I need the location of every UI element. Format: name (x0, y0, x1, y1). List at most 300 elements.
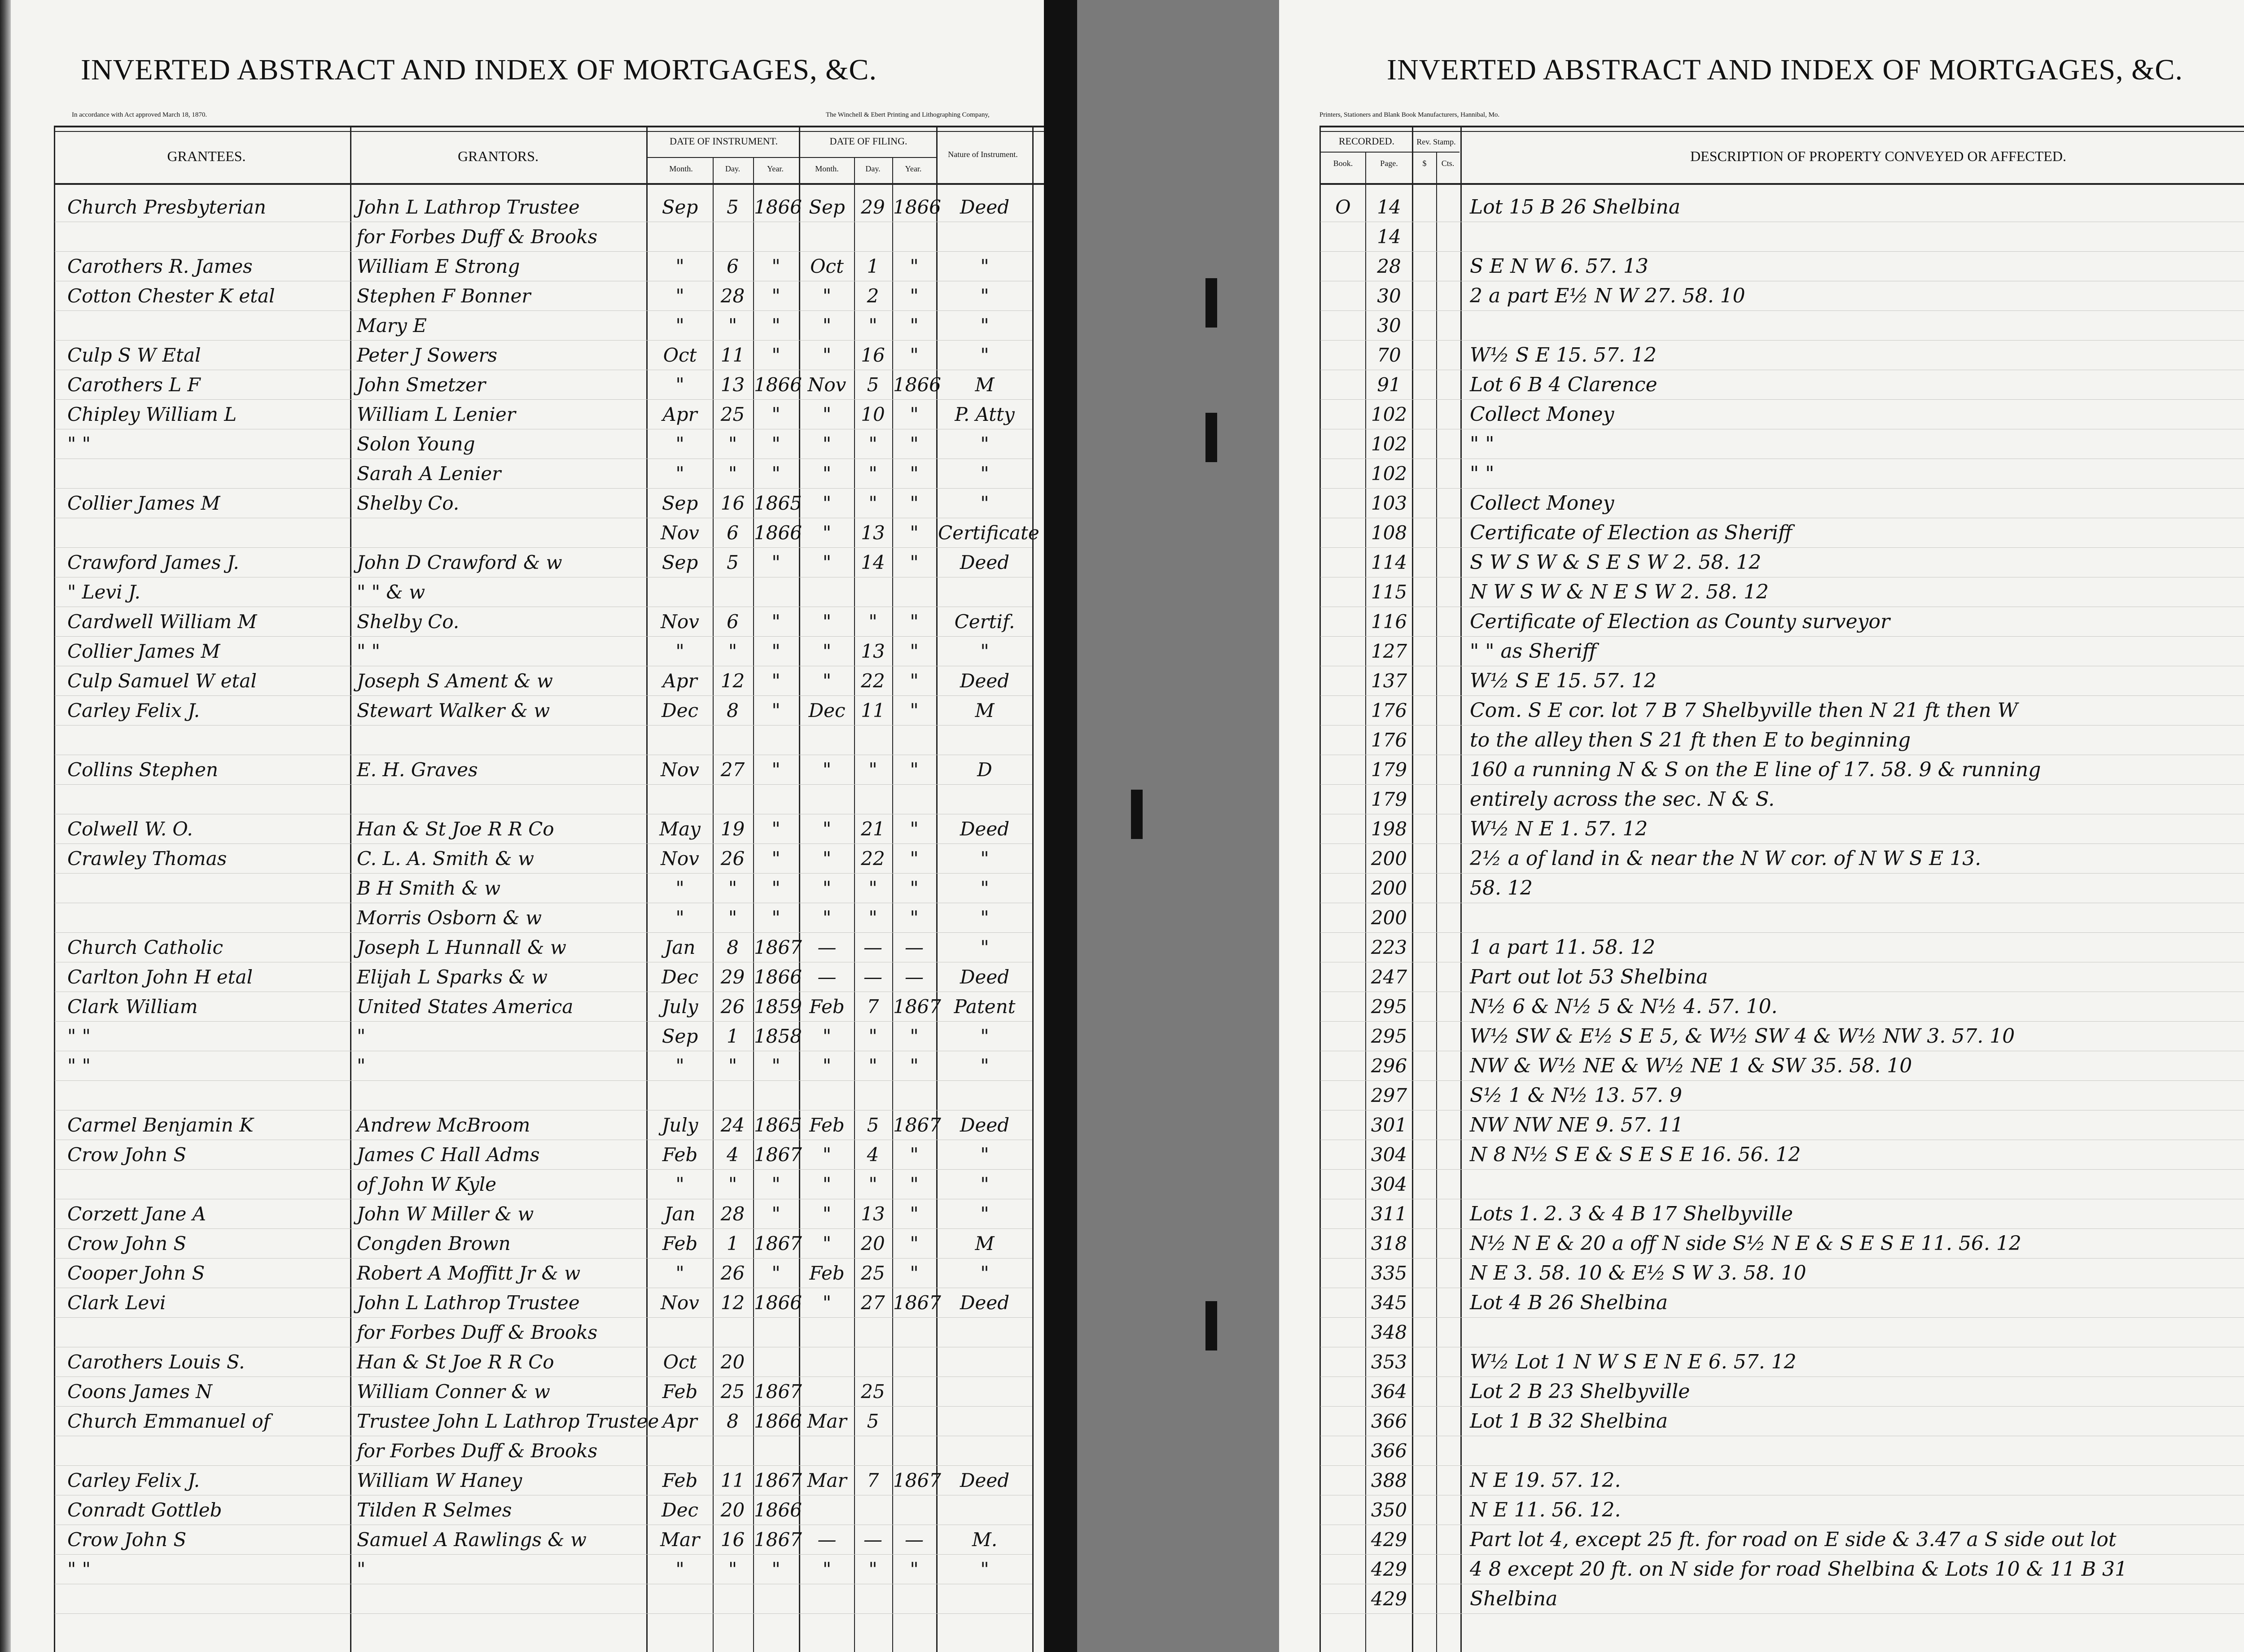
row-rule (1320, 1228, 2244, 1229)
description-cell: Lots 1. 2. 3 & 4 B 17 Shelbyville (1470, 1202, 1793, 1225)
book-cell (1322, 1200, 1364, 1228)
book-cell (1322, 667, 1364, 695)
instrument-month-cell: Feb (662, 1469, 698, 1491)
book-cell (1322, 785, 1364, 814)
nature-cell (938, 1496, 1031, 1525)
nature-cell: " (980, 640, 989, 662)
filing-month-cell: " (822, 1144, 832, 1166)
filing-month-cell (801, 1585, 853, 1613)
filing-year-cell (893, 785, 935, 814)
instrument-year-cell: " (771, 699, 780, 721)
description-cell: entirely across the sec. N & S. (1470, 788, 1775, 811)
row-rule (55, 1317, 1032, 1318)
filing-month-cell: — (817, 1529, 837, 1551)
filing-year-cell: " (910, 759, 919, 781)
filing-day-cell: " (868, 877, 877, 899)
nature-cell: " (980, 1558, 989, 1580)
instrument-month-cell: Nov (661, 1292, 699, 1314)
instrument-month-cell: " (675, 285, 684, 307)
instrument-year-cell: " (771, 403, 780, 425)
instrument-year-cell: " (771, 848, 780, 870)
filing-day-cell: 5 (867, 1410, 879, 1432)
filing-day-cell: 2 (867, 285, 879, 307)
book-cell (1322, 844, 1364, 873)
instrument-month-cell: Jan (664, 936, 696, 958)
instrument-month-header: Month. (669, 164, 693, 173)
page-header: Page. (1380, 159, 1398, 168)
nature-cell: D (977, 759, 992, 781)
filing-month-cell: " (822, 522, 832, 544)
filing-month-cell: " (822, 463, 832, 485)
book-cell (1322, 756, 1364, 784)
page-cell: 102 (1371, 463, 1407, 485)
grantee-cell: Carley Felix J. (67, 1469, 200, 1491)
grantee-cell: Cardwell William M (67, 611, 257, 633)
row-rule (1320, 932, 2244, 933)
nature-cell: " (980, 1144, 989, 1166)
page-cell: 364 (1371, 1381, 1407, 1403)
row-rule (55, 784, 1032, 785)
row-rule (55, 340, 1032, 341)
grantor-cell: Stewart Walker & w (357, 699, 550, 721)
nature-cell: " (980, 877, 989, 899)
instrument-year-cell (754, 1437, 798, 1465)
page-cell: 301 (1371, 1114, 1407, 1136)
filing-month-header: Month. (815, 164, 839, 173)
row-rule (1320, 1169, 2244, 1170)
filing-month-cell: Nov (807, 374, 846, 396)
row-rule (1320, 784, 2244, 785)
instrument-day-cell: " (728, 463, 737, 485)
page-cell: 103 (1371, 492, 1407, 514)
filing-month-cell: " (822, 551, 832, 573)
grantor-cell: Mary E (357, 315, 427, 337)
grantee-cell: Corzett Jane A (67, 1203, 206, 1225)
instrument-day-cell (714, 726, 752, 755)
grantor-cell: Solon Young (357, 433, 475, 455)
grantee-cell (67, 1585, 346, 1613)
grantee-cell: Crow John S (67, 1144, 187, 1166)
instrument-month-cell: Feb (662, 1144, 698, 1166)
filing-year-cell (893, 1437, 935, 1465)
book-cell (1322, 1259, 1364, 1288)
grantee-cell (67, 874, 346, 903)
grantee-cell (67, 1437, 346, 1465)
book-cell (1322, 1229, 1364, 1258)
instrument-month-cell (649, 578, 711, 607)
instrument-day-cell: 16 (720, 1529, 745, 1551)
filing-day-cell: 1 (867, 255, 879, 277)
row-rule (1320, 1613, 2244, 1614)
grantee-cell: Coons James N (67, 1381, 212, 1403)
grantor-cell: Shelby Co. (357, 611, 460, 633)
instrument-month-cell: " (675, 1262, 684, 1284)
filing-year-cell (893, 1407, 935, 1436)
instrument-day-cell: 25 (720, 403, 745, 425)
row-rule (1320, 1258, 2244, 1259)
left-ledger-page (0, 0, 1077, 1652)
instrument-year-cell: " (771, 551, 780, 573)
filing-day-cell (855, 785, 891, 814)
filing-day-cell: " (868, 1558, 877, 1580)
page-cell: 108 (1371, 522, 1407, 544)
row-rule (55, 310, 1032, 311)
description-cell (1470, 1437, 2244, 1465)
grantee-cell: Carothers R. James (67, 255, 253, 277)
filing-year-cell: " (910, 403, 919, 425)
description-cell: 1 a part 11. 58. 12 (1470, 936, 1656, 959)
grantee-cell: Collier James M (67, 640, 220, 662)
row-rule (1320, 636, 2244, 637)
filing-year-cell: " (910, 315, 919, 337)
grantee-cell: Cooper John S (67, 1262, 205, 1284)
page-cell: 137 (1371, 670, 1407, 692)
instrument-day-cell: 26 (720, 1262, 745, 1284)
grantor-cell (357, 726, 644, 755)
nature-cell: " (980, 1203, 989, 1225)
filing-day-cell: 20 (861, 1232, 885, 1254)
instrument-day-cell: 8 (727, 936, 739, 958)
page-cell: 200 (1371, 848, 1407, 870)
instrument-year-cell (754, 726, 798, 755)
filing-year-cell: " (910, 848, 919, 870)
filing-month-cell: " (822, 285, 832, 307)
filing-month-cell: " (822, 877, 832, 899)
filing-day-cell: " (868, 1025, 877, 1047)
instrument-month-cell: " (675, 463, 684, 485)
page-cell: 176 (1371, 729, 1407, 751)
description-cell: W½ S E 15. 57. 12 (1470, 669, 1657, 692)
nature-cell (938, 578, 1031, 607)
recorded-header: RECORDED. (1338, 135, 1395, 147)
grantee-cell: Conradt Gottleb (67, 1499, 222, 1521)
row-rule (55, 1613, 1032, 1614)
instrument-day-cell: " (728, 640, 737, 662)
page-cell: 304 (1371, 1144, 1407, 1166)
description-cell: Com. S E cor. lot 7 B 7 Shelbyville then N 21 ft then W (1470, 699, 2018, 722)
book-cell (1322, 933, 1364, 962)
page-cell: 348 (1371, 1321, 1407, 1343)
instrument-month-cell (649, 1437, 711, 1465)
instrument-year-cell (754, 785, 798, 814)
filing-day-cell: " (868, 463, 877, 485)
filing-day-cell: 16 (861, 344, 885, 366)
grantee-cell: Carothers Louis S. (67, 1351, 245, 1373)
grantee-cell: " Levi J. (67, 581, 140, 603)
description-cell: N W S W & N E S W 2. 58. 12 (1470, 581, 1769, 603)
description-cell: 2½ a of land in & near the N W cor. of N W S E 13. (1470, 847, 1981, 870)
page-cell: 102 (1371, 433, 1407, 455)
nature-cell: Deed (960, 670, 1010, 692)
grantee-cell (67, 785, 346, 814)
filing-day-cell (855, 1318, 891, 1347)
right-page-title: INVERTED ABSTRACT AND INDEX OF MORTGAGES, &C. (1387, 53, 2183, 86)
instrument-day-cell: 12 (720, 670, 745, 692)
filing-day-cell (855, 578, 891, 607)
description-cell: N 8 N½ S E & S E S E 16. 56. 12 (1470, 1143, 1801, 1166)
filing-day-cell: " (868, 433, 877, 455)
grantor-cell: William E Strong (357, 255, 520, 277)
row-rule (1320, 695, 2244, 696)
header-rule-bottom (54, 183, 1077, 185)
grantee-cell: Church Presbyterian (67, 196, 266, 218)
nature-cell (938, 726, 1031, 755)
filing-year-cell (893, 1496, 935, 1525)
row-rule (55, 1406, 1032, 1407)
description-cell: 4 8 except 20 ft. on N side for road Shelbina & Lots 10 & 11 B 31 (1470, 1558, 2127, 1581)
filing-month-cell: Oct (810, 255, 844, 277)
filing-month-cell: " (822, 640, 832, 662)
book-cell (1322, 400, 1364, 429)
description-cell: Collect Money (1470, 403, 1614, 426)
instrument-year-cell: 1867 (754, 1469, 802, 1491)
filing-year-cell: — (905, 966, 924, 988)
date-of-filing-header: DATE OF FILING. (829, 135, 907, 147)
grantor-cell (357, 1081, 644, 1110)
page-cell: 28 (1377, 255, 1401, 277)
filing-year-cell (893, 578, 935, 607)
grantor-cell: B H Smith & w (357, 877, 501, 899)
grantor-cell: Sarah A Lenier (357, 463, 501, 485)
description-cell (1470, 1318, 2244, 1347)
filing-day-cell: 25 (861, 1381, 885, 1403)
description-cell: Lot 4 B 26 Shelbina (1470, 1291, 1668, 1314)
right-page-printer-note: Printers, Stationers and Blank Book Manufacturers, Hannibal, Mo. (1319, 111, 1500, 118)
filing-year-cell: 1866 (893, 196, 941, 218)
page-cell: 127 (1371, 640, 1407, 662)
instrument-year-cell: " (771, 344, 780, 366)
instrument-year-cell: 1859 (754, 996, 802, 1018)
page-cell: 200 (1371, 907, 1407, 929)
filing-year-cell: " (910, 670, 919, 692)
grantor-cell: John D Crawford & w (357, 551, 562, 573)
instrument-year-cell (754, 1585, 798, 1613)
filing-month-cell: Mar (807, 1469, 847, 1491)
instrument-year-cell: 1867 (754, 1232, 802, 1254)
page-cell: 176 (1371, 699, 1407, 721)
instrument-day-cell: 20 (720, 1351, 745, 1373)
grantee-cell: Crow John S (67, 1232, 187, 1254)
description-cell: " " (1470, 462, 1495, 485)
filing-year-cell: " (910, 1144, 919, 1166)
page-cell: 223 (1371, 936, 1407, 958)
instrument-day-cell (714, 1318, 752, 1347)
instrument-month-cell: " (675, 1055, 684, 1077)
book-cell (1322, 1407, 1364, 1436)
filing-year-cell (893, 1585, 935, 1613)
description-cell: to the alley then S 21 ft then E to beginning (1470, 729, 1911, 752)
grantee-cell (67, 904, 346, 932)
grantor-cell: " " & w (357, 581, 425, 603)
instrument-day-cell: 25 (720, 1381, 745, 1403)
instrument-year-cell: 1866 (754, 1292, 802, 1314)
page-cell: 115 (1371, 581, 1407, 603)
grantor-cell (357, 785, 644, 814)
description-cell: " " as Sheriff (1470, 640, 1597, 663)
row-rule (55, 488, 1032, 489)
filing-month-cell: " (822, 433, 832, 455)
row-rule (55, 843, 1032, 844)
filing-month-cell (801, 1318, 853, 1347)
instrument-year-cell: 1867 (754, 1144, 802, 1166)
page-cell: 366 (1371, 1410, 1407, 1432)
filing-year-cell (893, 223, 935, 251)
instrument-year-cell: " (771, 315, 780, 337)
filing-day-cell: " (868, 1055, 877, 1077)
instrument-day-cell: 4 (727, 1144, 739, 1166)
grantee-cell: Carothers L F (67, 374, 201, 396)
instrument-year-cell: 1858 (754, 1025, 802, 1047)
instrument-month-cell: Sep (662, 492, 698, 514)
filing-month-cell: " (822, 403, 832, 425)
book-cell (1322, 1496, 1364, 1525)
row-rule (1320, 251, 2244, 252)
binder-hole (1205, 1301, 1217, 1350)
grantee-cell: Crawley Thomas (67, 848, 227, 870)
nature-cell: M (975, 374, 995, 396)
instrument-month-cell: Nov (661, 522, 699, 544)
grantee-cell: " " (67, 433, 91, 455)
book-cell (1322, 1585, 1364, 1613)
grantor-cell: Han & St Joe R R Co (357, 1351, 554, 1373)
description-cell: Lot 6 B 4 Clarence (1470, 373, 1657, 396)
instrument-month-cell: Apr (662, 403, 697, 425)
cents-header: Cts. (1441, 159, 1455, 168)
grantee-cell (67, 223, 346, 251)
instrument-month-cell: " (675, 877, 684, 899)
description-cell: W½ Lot 1 N W S E N E 6. 57. 12 (1470, 1350, 1797, 1373)
filing-year-cell: " (910, 285, 919, 307)
grantee-cell (67, 311, 346, 340)
row-rule (55, 1228, 1032, 1229)
filing-year-cell: " (910, 522, 919, 544)
page-cell: 91 (1377, 374, 1401, 396)
filing-day-cell: 21 (861, 818, 885, 840)
page-cell: 200 (1371, 877, 1407, 899)
filing-day-cell: 11 (861, 699, 885, 721)
book-cell (1322, 371, 1364, 399)
nature-cell: " (980, 848, 989, 870)
instrument-year-cell: " (771, 463, 780, 485)
nature-cell: M. (972, 1529, 998, 1551)
instrument-month-cell: Sep (662, 196, 698, 218)
grantee-cell (67, 459, 346, 488)
page-cell: 350 (1371, 1499, 1407, 1521)
instrument-year-cell: " (771, 877, 780, 899)
binder-hole (1205, 278, 1217, 328)
instrument-month-cell: " (675, 1173, 684, 1195)
instrument-day-cell: 28 (720, 1203, 745, 1225)
instrument-day-cell: " (728, 1558, 737, 1580)
book-cell: O (1335, 196, 1351, 218)
filing-day-cell: " (868, 759, 877, 781)
filing-day-cell: " (868, 611, 877, 633)
instrument-day-cell (714, 1081, 752, 1110)
row-rule (1320, 1021, 2244, 1022)
description-cell: S W S W & S E S W 2. 58. 12 (1470, 551, 1762, 574)
grantee-cell (67, 519, 346, 547)
row-rule (1320, 310, 2244, 311)
row-rule (1320, 547, 2244, 548)
page-cell: 14 (1377, 226, 1401, 248)
instrument-month-cell: Nov (661, 848, 699, 870)
grantor-cell: for Forbes Duff & Brooks (357, 1321, 598, 1343)
nature-cell: Deed (960, 1114, 1010, 1136)
filing-day-cell: " (868, 1173, 877, 1195)
grantee-cell: Cotton Chester K etal (67, 285, 275, 307)
filing-day-cell: " (868, 907, 877, 929)
filing-year-cell: " (910, 699, 919, 721)
book-cell (1322, 1141, 1364, 1169)
nature-cell: " (980, 1025, 989, 1047)
instrument-day-cell: 26 (720, 996, 745, 1018)
row-rule (1320, 1554, 2244, 1555)
nature-cell: Deed (960, 818, 1010, 840)
filing-day-cell: 4 (867, 1144, 879, 1166)
book-cell (1322, 1348, 1364, 1377)
filing-month-cell (801, 223, 853, 251)
grantee-cell: Clark William (67, 996, 198, 1018)
page-cell: 366 (1371, 1440, 1407, 1462)
row-rule (1320, 1080, 2244, 1081)
grantees-header: GRANTEES. (167, 148, 246, 164)
filing-day-cell: — (863, 966, 882, 988)
description-cell: 2 a part E½ N W 27. 58. 10 (1470, 284, 1745, 307)
instrument-month-cell: Oct (663, 344, 697, 366)
instrument-year-cell: 1866 (754, 966, 802, 988)
grantor-cell: William L Lenier (357, 403, 516, 425)
instrument-month-cell (649, 726, 711, 755)
row-rule (55, 1021, 1032, 1022)
filing-year-cell (893, 1348, 935, 1377)
instrument-day-cell (714, 1585, 752, 1613)
instrument-day-cell: " (728, 1173, 737, 1195)
nature-cell: " (980, 255, 989, 277)
page-cell: 114 (1371, 551, 1407, 573)
filing-month-cell: " (822, 1292, 832, 1314)
description-cell: N½ N E & 20 a off N side S½ N E & S E S E 11. 56. 12 (1470, 1232, 2021, 1255)
grantee-cell: " " (67, 1055, 91, 1077)
instrument-month-cell: " (675, 907, 684, 929)
filing-year-cell: " (910, 1203, 919, 1225)
page-cell: 311 (1371, 1203, 1407, 1225)
grantee-cell: Chipley William L (67, 403, 237, 425)
description-cell (1470, 904, 2244, 932)
nature-cell: P. Atty (955, 403, 1015, 425)
description-cell: N E 11. 56. 12. (1470, 1499, 1621, 1521)
nature-cell (938, 1407, 1031, 1436)
nature-cell (938, 1585, 1031, 1613)
description-cell: W½ S E 15. 57. 12 (1470, 344, 1657, 367)
instrument-day-cell: 29 (720, 966, 745, 988)
grantee-cell: Collins Stephen (67, 759, 219, 781)
book-cell (1322, 815, 1364, 843)
header-rule-top-2 (54, 131, 1077, 132)
filing-month-cell: " (822, 759, 832, 781)
description-cell (1470, 223, 2244, 251)
description-cell: S E N W 6. 57. 13 (1470, 255, 1648, 278)
instrument-month-cell: " (675, 315, 684, 337)
instrument-year-cell: " (771, 1055, 780, 1077)
nature-cell (938, 1318, 1031, 1347)
instrument-year-cell: " (771, 759, 780, 781)
filing-month-cell: " (822, 1558, 832, 1580)
filing-day-cell: 7 (867, 996, 879, 1018)
book-cell (1322, 1377, 1364, 1406)
filing-day-cell: 25 (861, 1262, 885, 1284)
nature-cell: Deed (960, 1292, 1010, 1314)
instrument-year-cell: " (771, 611, 780, 633)
